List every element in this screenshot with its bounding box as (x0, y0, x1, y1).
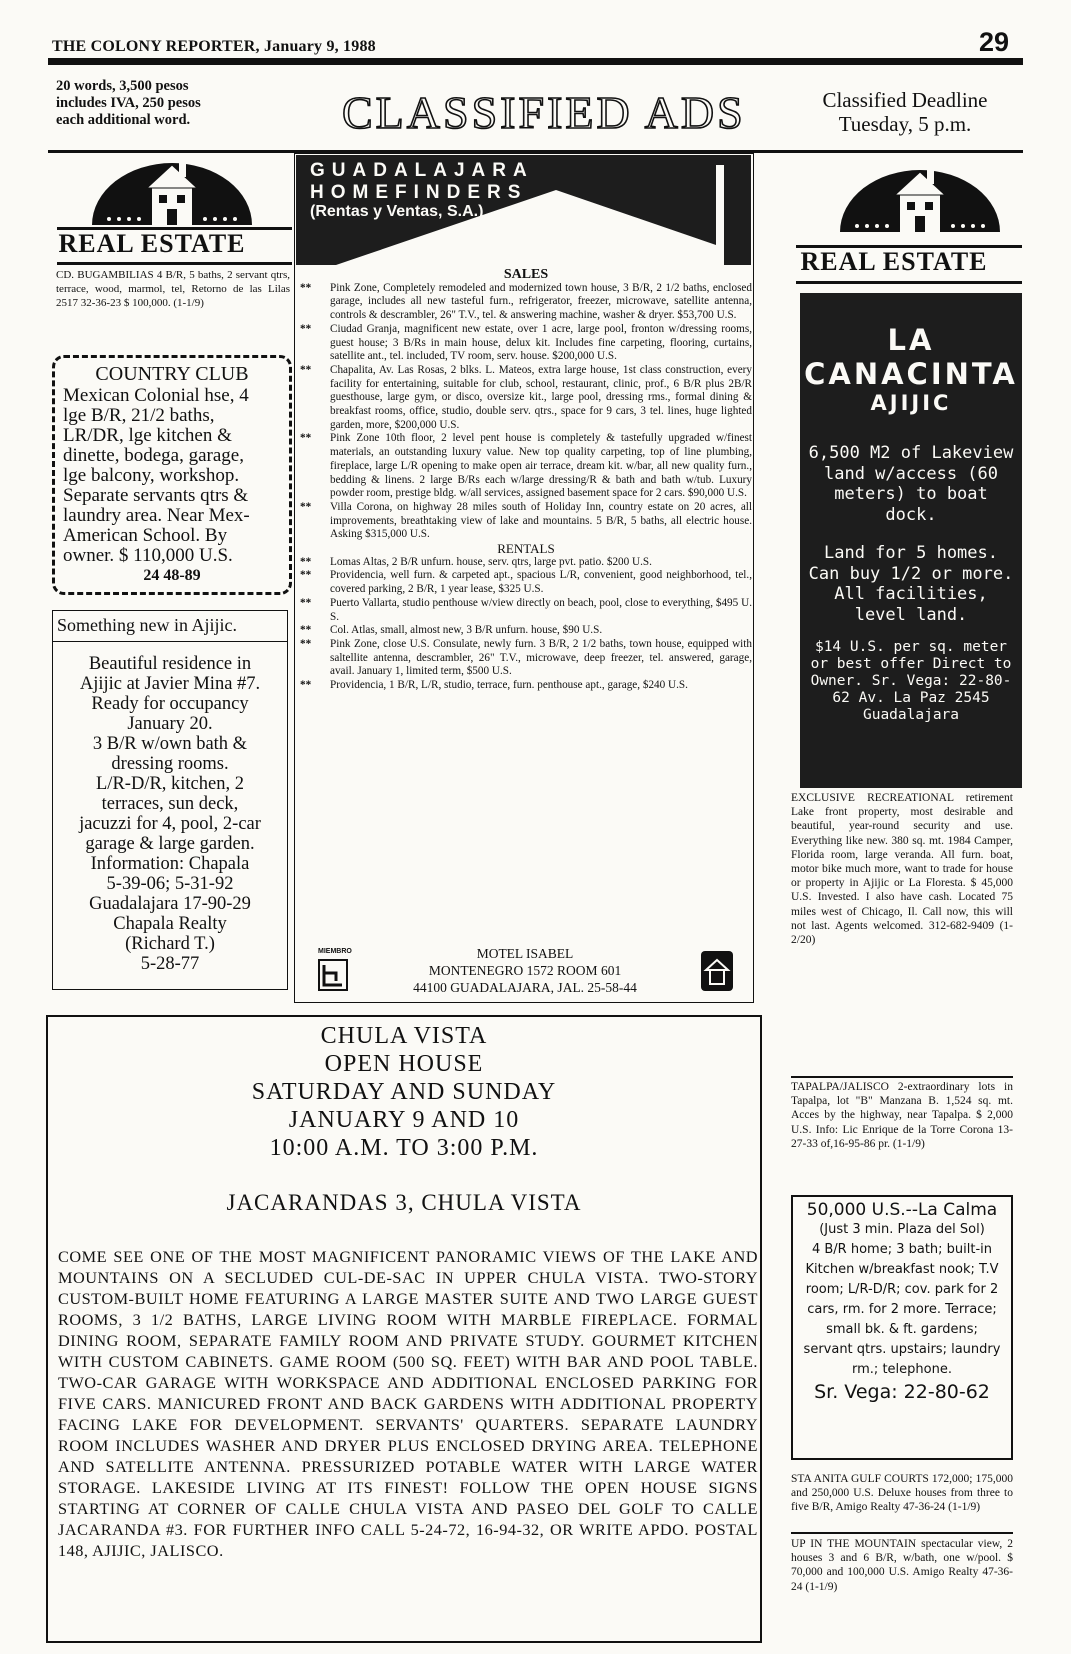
item-text: Pink Zone, close U.S. Consulate, newly furn. 3 B/R, 2 1/2 baths, town house, equipped with saltellite antenna, descrambler, 26" T.V., microwave, deep freezer, tel. answered, garage, avail. January 1, limited term, $500 U.S. (330, 637, 752, 678)
open-house-address: JACARANDAS 3, CHULA VISTA (226, 1190, 582, 1215)
ad-line: Beautiful residence in (88, 654, 252, 674)
ad-paragraph: 6,500 M2 of Lakeview land w/access (60 meters) to boat dock. (808, 443, 1014, 525)
list-item (300, 501, 752, 542)
headline-line: OPEN HOUSE (324, 1051, 484, 1077)
deadline-line: Tuesday, 5 p.m. (838, 112, 972, 136)
list-item (300, 624, 752, 638)
ad-line: 3 B/R w/own bath & (92, 734, 248, 754)
ad-title: LA CANACINTA (804, 323, 1018, 391)
ad-line: small bk. & ft. gardens; (826, 1322, 978, 1337)
item-marker: ** (300, 500, 312, 513)
ad-line: servant qtrs. upstairs; laundry (803, 1342, 1001, 1357)
ad-line: terraces, sun deck, (101, 794, 239, 814)
address-line: MOTEL ISABEL (476, 946, 574, 961)
address-line: 44100 GUADALAJARA, JAL. 25-58-44 (413, 980, 637, 995)
item-marker: ** (300, 432, 312, 445)
headline-line: SATURDAY AND SUNDAY (251, 1079, 557, 1105)
address-line: MONTENEGRO 1572 ROOM 601 (428, 963, 622, 978)
rate-line: each additional word. (56, 112, 191, 128)
open-house-headline (46, 1022, 762, 1162)
list-item (300, 432, 752, 501)
list-item (300, 364, 752, 433)
homefinders-name (310, 160, 534, 204)
headline-line: JANUARY 9 AND 10 (288, 1107, 520, 1133)
item-marker: ** (300, 363, 312, 376)
list-item (300, 323, 752, 364)
member-logo-icon (318, 959, 348, 991)
bugambilias-ad: CD. BUGAMBILIAS 4 B/R, 5 baths, 2 servant qtrs, terrace, wood, marmol, tel, Retorno de las Lilas 2517 32-36-23 $ 100,000. (1-1/9) (56, 269, 290, 309)
house-icon (835, 160, 1005, 235)
ad-line: dressing rooms. (111, 754, 229, 774)
ad-line: lge B/R, 21/2 baths, (63, 405, 215, 426)
ad-heading: Something new in Ajijic. (53, 615, 287, 642)
divider (791, 1076, 1013, 1078)
house-logo-icon (700, 950, 734, 992)
name-line: HOMEFINDERS (310, 182, 528, 203)
ad-line: 4 B/R home; 3 bath; built-in (811, 1242, 993, 1257)
office-address (370, 945, 680, 996)
santa-anita-ad: STA ANITA GULF COURTS 172,000; 175,000 and 250,000 U.S. Deluxe houses from three to five B/R, Amigo Realty 47-36-24 (1-1/9) (791, 1473, 1013, 1514)
ad-title: COUNTRY CLUB (95, 363, 249, 385)
list-item (300, 282, 752, 323)
header-rule (48, 58, 1023, 65)
item-marker: ** (300, 637, 312, 650)
item-marker: ** (300, 624, 312, 637)
page-number: 29 (978, 27, 1009, 57)
ad-subtitle: AJIJIC (870, 391, 952, 415)
tapalpa-ad: TAPALPA/JALISCO 2-extraordinary lots in Tapalpa, lot "B" Manzana B. 1,524 sq. mt. Acces by the highway, near Tapalpa. $ 2,000 U.S. Info: Lic Enrique de la Torre Corona 13-27-33 of,16-95-86 pr. (1-1/9) (791, 1081, 1013, 1150)
list-item (300, 569, 752, 596)
ad-line: (Just 3 min. Plaza del Sol) (819, 1222, 985, 1237)
name-line: GUADALAJARA (310, 160, 534, 181)
country-club-ad (52, 355, 292, 595)
list-item (300, 679, 752, 693)
ad-line: lge balcony, workshop. (63, 465, 240, 486)
ad-line: cars, rm. for 2 more. Terrace; (807, 1302, 997, 1317)
publication-header: THE COLONY REPORTER, January 9, 1988 (52, 38, 376, 55)
ad-line: L/R-D/R, kitchen, 2 (96, 774, 244, 794)
list-item (300, 597, 752, 624)
ad-line: rm.; telephone. (852, 1362, 952, 1377)
ad-line: LR/DR, lge kitchen & (63, 425, 232, 446)
ad-line: American School. By (63, 525, 228, 546)
headline-line: 10:00 A.M. TO 3:00 P.M. (269, 1135, 539, 1161)
ad-line: (Richard T.) (125, 934, 215, 954)
rate-line: includes IVA, 250 pesos (56, 95, 201, 111)
ad-line: Guadalajara 17-90-29 (89, 894, 251, 914)
ad-line: dinette, bodega, garage, (63, 445, 244, 466)
item-text: Col. Atlas, small, almost new, 3 B/R unfurn. house, $90 U.S. (330, 624, 603, 637)
ad-headline: 50,000 U.S.--La Calma (806, 1200, 998, 1220)
ad-line: 5-28-77 (140, 954, 200, 974)
real-estate-label: REAL ESTATE (58, 229, 246, 258)
item-marker: ** (300, 322, 312, 335)
label-rule (796, 281, 1022, 284)
deadline-notice (800, 88, 1010, 136)
item-text: Villa Corona, on highway 28 miles south of Holiday Inn, country estate on 20 acres, all improvements, breathtaking view of lake and mountains. 5 B/R, 5 baths, all electric house. Asking $315,000 U.S. (330, 500, 752, 541)
item-marker: ** (300, 679, 312, 692)
homefinders-subtitle: (Rentas y Ventas, S.A.) (310, 203, 484, 220)
item-text: Chapalita, Av. Las Rosas, 2 blks. L. Mateos, extra large house, 1st class construction, every facility for entertaining, suitable for club, school, restaurant, clinic, prof., 6 B/R plus 2B/R guesthouse, large gym, or disco, oversize kit., large pool, dressing rms., formal dining & breakfast rooms, office, studio, double serv. qtrs., space for 9 cars, 3 tel. lines, huge lighted garden, more, $200,000 U.S. (330, 363, 752, 431)
item-marker: ** (300, 569, 312, 582)
item-marker: ** (300, 281, 312, 294)
ad-line: room; L/R-D/R; cov. park for 2 (805, 1282, 999, 1297)
ad-line: 5-39-06; 5-31-92 (106, 874, 234, 894)
item-text: Providencia, 1 B/R, L/R, studio, terrace, furn. penthouse apt., garage, $240 U.S. (330, 679, 688, 692)
ad-line: Ready for occupancy (91, 694, 249, 714)
rentals-heading: RENTALS (497, 541, 555, 557)
ajijic-residence-ad (52, 610, 288, 990)
exclusive-ad: EXCLUSIVE RECREATIONAL retirement Lake front property, most desirable and beautiful, year-round security and use. Everything like new. 380 sq. mt. 1984 Camper, Florida room, large veranda. All furn. boat, motor bike much more, want to trade for house or property in Ajijic or La Floresta. $ 45,000 U.S. Invested. I also have cash. Located 75 miles west of Chicago, Il. Call now, this will not last. Agents welcomed. 312-682-9409 (1-2/20) (791, 792, 1013, 947)
ad-line: Kitchen w/breakfast nook; T.V (805, 1262, 999, 1277)
open-house-description: COME SEE ONE OF THE MOST MAGNIFICENT PANORAMIC VIEWS OF THE LAKE AND MOUNTAINS ON A SECLUDED CUL-DE-SAC IN UPPER CHULA VISTA. TWO-STORY CUSTOM-BUILT HOME FEATURING A LARGE MASTER SUITE AND TWO LARGE GUEST ROOMS, 3 1/2 BATHS, LARGE LIVING ROOM WITH MARBLE FIREPLACE. FORMAL DINING ROOM, SEPARATE FAMILY ROOM AND PRIVATE STUDY. GOURMET KITCHEN WITH CUSTOM CABINETS. GAME ROOM (500 SQ. FEET) WITH BAR AND POOL TABLE. TWO-CAR GARAGE WITH WORKSPACE AND ADDITIONAL ENCLOSED PARKING FOR FIVE CARS. MANICURED FRONT AND BACK GARDENS WITH ADDITIONAL PROPERTY FACING LAKE FOR DEVELOPMENT. SERVANTS' QUARTERS. SEPARATE LAUNDRY ROOM INCLUDES WASHER AND DRYER PLUS ENCLOSED DRYING AREA. TELEPHONE AND SATELLITE ANTENNA. PRESSURIZED POTABLE WATER WITH LARGE WATER STORAGE. LAKESIDE LIVING AT ITS FINEST! FOLLOW THE OPEN HOUSE SIGNS STARTING AT CORNER OF CALLE CHULA VISTA AND PASEO DEL GOLF TO CALLE JACARANDA #3. FOR FURTHER INFO CALL 5-24-72, 16-94-32, OR WRITE APDO. POSTAL 148, AJIJIC, JALISCO. (58, 1247, 758, 1560)
member-label: MIEMBRO (318, 948, 352, 955)
ad-line: Ajijic at Javier Mina #7. (79, 674, 261, 694)
ad-paragraph: $14 U.S. per sq. meter or best offer Direct to Owner. Sr. Vega: 22-80-62 Av. La Paz 2545 Guadalajara (810, 639, 1012, 723)
ad-line: owner. $ 110,000 U.S. (63, 545, 233, 566)
ad-line: laundry area. Near Mex- (63, 505, 250, 526)
list-item (300, 556, 752, 570)
sales-heading: SALES (503, 267, 549, 282)
item-marker: ** (300, 555, 312, 568)
headline-line: CHULA VISTA (320, 1023, 488, 1049)
item-text: Pink Zone, Completely remodeled and modernized town house, 3 B/R, 2 1/2 baths, enclosed garage, includes all new tasteful furn., refrigerator, freezer, microwave, satellite antenna, controls & descrambler, 26" T.V., tel. & answering machine, washer & dryer. $53,700 U.S. (330, 281, 752, 322)
ad-paragraph: Land for 5 homes. Can buy 1/2 or more. All facilities, level land. (808, 543, 1014, 625)
item-text: Pink Zone 10th floor, 2 level pent house is completely & tastefully upgraded w/finest materials, an outstanding luxury value. New top quality carpeting, top of line plumbing, fireplace, large L/R opening to make open air terrace, dream kit. w/bar, all new quality furn., bedding & linens. 2 large B/Rs each w/large dressing/R & bath and bath w/tub. Luxury powder room, prestige bldg. w/all services, assigned basement space for 2 cars. $90,000 U.S. (330, 432, 752, 500)
ad-phone: Sr. Vega: 22-80-62 (814, 1381, 990, 1403)
item-text: Ciudad Granja, magnificent new estate, over 1 acre, large pool, fronton w/dressing rooms, guest house; 3 B/Rs in main house, delux kit. Includes fine carpeting, flooring, curtains, satellite ant., tel. included, TV room, serv. house. $200,000 U.S. (330, 322, 752, 363)
canacinta-ad (800, 293, 1022, 788)
item-text: Puerto Vallarta, studio penthouse w/view directly on beach, pool, close to everything, $495 U. S. (330, 596, 752, 623)
mountain-ad: UP IN THE MOUNTAIN spectacular view, 2 houses 3 and 6 B/R, w/bath, one w/pool. $ 70,000 and 100,000 U.S. Amigo Realty 47-36-24 (1-1/9) (791, 1538, 1013, 1593)
divider (791, 1532, 1013, 1534)
list-item (300, 638, 752, 679)
ad-line: January 20. (127, 714, 213, 734)
homefinders-footer (300, 945, 750, 1000)
ad-line: Mexican Colonial hse, 4 (63, 385, 249, 406)
rate-notice (56, 78, 256, 129)
ad-line: garage & large garden. (85, 834, 255, 854)
la-calma-ad (791, 1195, 1013, 1460)
ad-line: Separate servants qtrs & (63, 485, 249, 506)
section-title: CLASSIFIED ADS (342, 87, 746, 138)
item-text: Lomas Altas, 2 B/R unfurn. house, serv. qtrs, large pvt. patio. $200 U.S. (330, 555, 652, 568)
ad-line: Chapala Realty (113, 914, 227, 934)
real-estate-label: REAL ESTATE (800, 247, 988, 276)
house-icon (87, 153, 257, 228)
rate-line: 20 words, 3,500 pesos (56, 78, 189, 94)
label-rule (57, 262, 292, 265)
item-marker: ** (300, 596, 312, 609)
item-text: Providencia, well furn. & carpeted apt., spacious L/R, convenient, good neighborhood, tel., covered parking, 2 B/R, 1 year lease, $325 U.S. (330, 569, 752, 596)
ad-line: Information: Chapala (90, 854, 250, 874)
homefinders-listings (300, 268, 752, 693)
deadline-line: Classified Deadline (822, 88, 988, 112)
ad-line: jacuzzi for 4, pool, 2-car (79, 814, 261, 834)
ad-phone: 24 48-89 (143, 567, 201, 584)
